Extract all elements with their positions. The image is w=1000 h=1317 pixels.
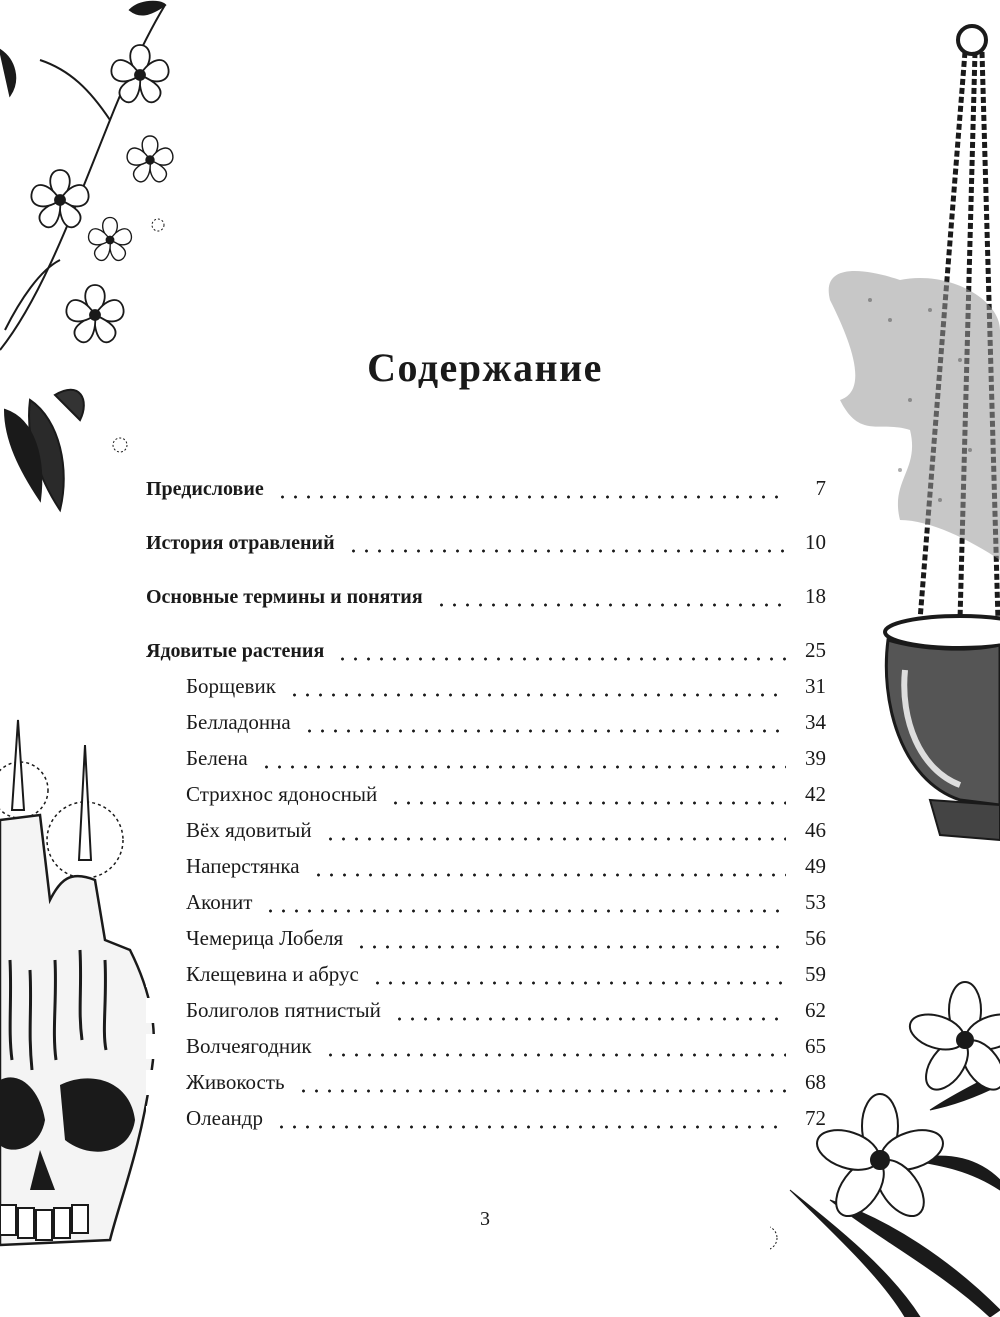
dot-leader xyxy=(435,603,786,607)
toc-entry[interactable] xyxy=(146,818,826,850)
toc-entry-label: Борщевик xyxy=(146,674,284,699)
dot-leader xyxy=(324,1053,786,1057)
page-number: 3 xyxy=(480,1208,490,1230)
toc-entry[interactable] xyxy=(146,890,826,922)
toc-entry-page: 65 xyxy=(805,1034,826,1058)
toc-entry[interactable] xyxy=(146,584,826,616)
dot-leader xyxy=(264,909,786,913)
toc-entry[interactable] xyxy=(146,926,826,958)
toc-entry-page: 56 xyxy=(805,926,826,950)
toc-entry[interactable] xyxy=(146,1070,826,1102)
toc-entry-page: 42 xyxy=(805,782,826,806)
hanging-cauldron-icon xyxy=(810,0,1000,850)
toc-entry[interactable] xyxy=(146,476,826,508)
blossom-branch-icon xyxy=(0,0,200,520)
dot-leader xyxy=(260,765,786,769)
toc-entry-label: Клещевина и абрус xyxy=(146,962,367,987)
dot-leader xyxy=(288,693,786,697)
toc-entry-label: Белладонна xyxy=(146,710,299,735)
toc-entry-label: Аконит xyxy=(146,890,260,915)
toc-entry-page: 34 xyxy=(805,710,826,734)
toc-entry-page: 59 xyxy=(805,962,826,986)
toc-entry[interactable] xyxy=(146,746,826,778)
dot-leader xyxy=(355,945,786,949)
toc-entry[interactable] xyxy=(146,530,826,562)
toc-entry-label: Белена xyxy=(146,746,256,771)
toc-entry-label: Стрихнос ядоносный xyxy=(146,782,385,807)
toc-entry[interactable] xyxy=(146,782,826,814)
toc-entry-label: Наперстянка xyxy=(146,854,308,879)
toc-entry-page: 25 xyxy=(805,638,826,662)
toc-entry[interactable] xyxy=(146,674,826,706)
toc-entry-label: Вёх ядовитый xyxy=(146,818,320,843)
toc-entry[interactable] xyxy=(146,638,826,670)
toc-entry-label: Основные термины и понятия xyxy=(146,586,431,609)
toc-entry-label: Ядовитые растения xyxy=(146,640,332,663)
toc-entry-page: 49 xyxy=(805,854,826,878)
dot-leader xyxy=(297,1089,786,1093)
toc-entry[interactable] xyxy=(146,1106,826,1138)
dot-leader xyxy=(371,981,786,985)
toc-entry-label: История отравлений xyxy=(146,532,343,555)
dot-leader xyxy=(276,495,786,499)
dot-leader xyxy=(336,657,786,661)
toc-entry-page: 10 xyxy=(805,530,826,554)
dot-leader xyxy=(303,729,786,733)
skull-candles-icon xyxy=(0,700,160,1260)
toc-entry-page: 31 xyxy=(805,674,826,698)
toc-entry[interactable] xyxy=(146,962,826,994)
dot-leader xyxy=(393,1017,786,1021)
dot-leader xyxy=(389,801,786,805)
toc-entry-label: Чемерица Лобеля xyxy=(146,926,351,951)
toc-entry[interactable] xyxy=(146,710,826,742)
toc-entry-label: Живокость xyxy=(146,1070,293,1095)
dot-leader xyxy=(312,873,786,877)
toc-entry-page: 46 xyxy=(805,818,826,842)
toc-entry-label: Предисловие xyxy=(146,478,272,501)
dot-leader xyxy=(324,837,786,841)
toc-entry-page: 7 xyxy=(815,476,826,500)
toc-entry[interactable] xyxy=(146,998,826,1030)
toc-entry-page: 62 xyxy=(805,998,826,1022)
toc-entry-page: 72 xyxy=(805,1106,826,1130)
toc-entry-page: 18 xyxy=(805,584,826,608)
toc-entry-label: Волчеягодник xyxy=(146,1034,320,1059)
toc-entry-page: 68 xyxy=(805,1070,826,1094)
toc-entry-page: 53 xyxy=(805,890,826,914)
toc-entry[interactable] xyxy=(146,854,826,886)
toc-entry-page: 39 xyxy=(805,746,826,770)
dot-leader xyxy=(275,1125,786,1129)
toc-entry-label: Олеандр xyxy=(146,1106,271,1131)
toc-entry-label: Болиголов пятнистый xyxy=(146,998,389,1023)
dot-leader xyxy=(347,549,786,553)
page-title: Содержание xyxy=(367,345,603,390)
toc-entry[interactable] xyxy=(146,1034,826,1066)
